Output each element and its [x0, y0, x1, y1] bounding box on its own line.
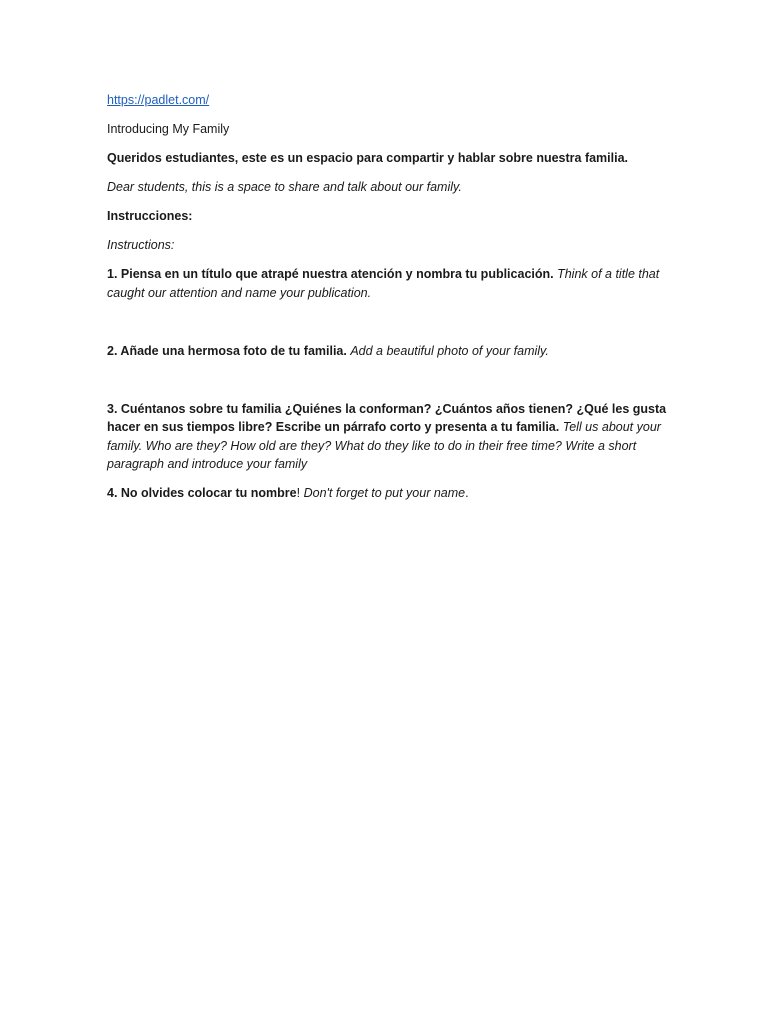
step-1-spanish: 1. Piensa en un título que atrapé nuestra atención y nombra tu publicación. [107, 267, 554, 281]
blank-line [107, 313, 668, 342]
instructions-heading-spanish: Instrucciones: [107, 209, 193, 223]
step-4-english: Don't forget to put your name [303, 486, 466, 500]
padlet-link[interactable]: https://padlet.com/ [107, 93, 210, 107]
step-1-english: Think of a title that caught our attention and name your publication. [107, 267, 660, 300]
step-3-english: Tell us about your family. Who are they? How old are they? What do they like to do in their free time? Write a short paragraph and introduce your family [107, 420, 661, 471]
step-2-spanish: 2. Añade una hermosa foto de tu familia. [107, 343, 347, 358]
step-3 [107, 400, 668, 474]
step-4-end: . [465, 486, 469, 500]
step-1 [107, 265, 668, 302]
step-2-english: Add a beautiful photo of your family. [350, 343, 549, 358]
step-3-spanish: 3. Cuéntanos sobre tu familia ¿Quiénes la conforman? ¿Cuántos años tienen? ¿Qué les gusta hacer en sus tiempos libre? Escribe un párrafo corto y presenta a tu familia. [107, 401, 667, 434]
instructions-heading-english: Instructions: [107, 238, 175, 252]
step-4 [107, 484, 668, 503]
step-2 [107, 342, 668, 361]
intro-spanish: Queridos estudiantes, este es un espacio para compartir y hablar sobre nuestra familia. [107, 151, 629, 165]
step-4-spanish: 4. No olvides colocar tu nombre [107, 486, 297, 500]
blank-line [107, 371, 668, 400]
document-title: Introducing My Family [107, 122, 230, 136]
link-paragraph [107, 91, 668, 110]
step-4-exclamation: ! [296, 486, 301, 500]
intro-english: Dear students, this is a space to share and talk about our family. [107, 180, 462, 194]
